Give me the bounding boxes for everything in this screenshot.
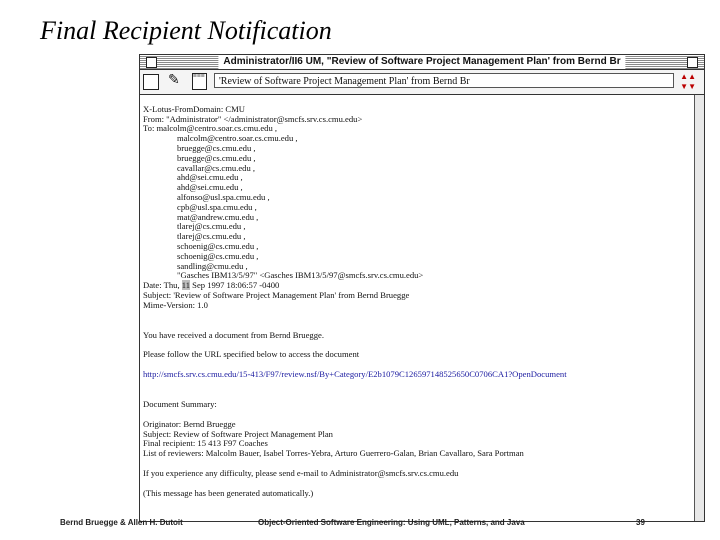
header-mime: Mime-Version: 1.0	[143, 299, 208, 310]
recipient: tlarej@cs.cmu.edu ,	[177, 231, 246, 242]
date-prefix: Date: Thu,	[143, 280, 182, 291]
header-x-lotus: X-Lotus-FromDomain: CMU	[143, 103, 245, 114]
recipient: cavallar@cs.cmu.edu ,	[177, 162, 256, 173]
recipient: cpb@usl.spa.cmu.edu ,	[177, 201, 257, 212]
recipient: tlarej@cs.cmu.edu ,	[177, 221, 246, 232]
msg-received: You have received a document from Bernd Bruegge.	[143, 329, 324, 340]
recipient: schoenig@cs.cmu.edu ,	[177, 250, 259, 261]
msg-difficulty: If you experience any difficulty, please send e-mail to Administrator@smcfs.srv.cs.cmu.edu	[143, 467, 459, 478]
header-from: From: "Administrator" </administrator@smcfs.srv.cs.cmu.edu>	[143, 113, 363, 124]
date-day-highlight: 11	[181, 280, 191, 291]
mail-window	[139, 54, 705, 522]
footer-authors: Bernd Bruegge & Allen H. Dutoit	[60, 518, 183, 527]
summary-heading: Document Summary:	[143, 398, 217, 409]
footer-book: Object-Oriented Software Engineering: Using UML, Patterns, and Java	[258, 518, 525, 527]
summary-subject: Subject: Review of Software Project Management Plan	[143, 428, 333, 439]
recipient: sandling@cmu.edu ,	[177, 260, 248, 271]
footer-page: 39	[636, 518, 645, 527]
zoom-box[interactable]	[687, 57, 698, 68]
close-box[interactable]	[146, 57, 157, 68]
header-subject: Subject: 'Review of Software Project Management Plan' from Bernd Bruegge	[143, 289, 410, 300]
recipient: bruegge@cs.cmu.edu ,	[177, 142, 256, 153]
summary-reviewers: List of reviewers: Malcolm Bauer, Isabel Torres-Yebra, Arturo Guerrero-Galan, Brian Cavallaro, Sara Portman	[143, 448, 524, 459]
flag-icon-down[interactable]: ▼▼	[680, 82, 696, 91]
msg-follow: Please follow the URL specified below to access the document	[143, 349, 360, 360]
date-suffix: Sep 1997 18:06:57 -0400	[190, 280, 280, 291]
document-icon[interactable]: ≡≡≡	[192, 73, 207, 90]
flag-icon-up[interactable]: ▲▲	[680, 72, 696, 81]
recipient: schoenig@cs.cmu.edu ,	[177, 240, 259, 251]
recipient: mat@andrew.cmu.edu ,	[177, 211, 259, 222]
message-body	[143, 95, 694, 517]
subject-field[interactable]: 'Review of Software Project Management Plan' from Bernd Br	[214, 73, 674, 88]
slide-title: Final Recipient Notification	[40, 16, 332, 45]
window-titlebar[interactable]	[140, 55, 704, 70]
select-checkbox[interactable]	[143, 74, 159, 90]
document-link[interactable]: http://smcfs.srv.cs.cmu.edu/15-413/F97/review.nsf/By+Category/E2b1079C126597148525650C0706CA1?OpenDocument	[143, 369, 567, 380]
header-to: To: malcolm@centro.soar.cs.cmu.edu ,	[143, 123, 278, 134]
recipient: malcolm@centro.soar.cs.cmu.edu ,	[177, 133, 298, 144]
toolbar	[140, 70, 704, 95]
vertical-scrollbar[interactable]	[694, 95, 704, 521]
window-title: Administrator/II6 UM, "Review of Software Project Management Plan' from Bernd Br	[218, 55, 625, 69]
recipient: "Gasches IBM13/5/97" <Gasches IBM13/5/97@smcfs.srv.cs.cmu.edu>	[177, 270, 424, 281]
recipient: ahd@sei.cmu.edu ,	[177, 172, 243, 183]
summary-final-recipient: Final recipient: 15 413 F97 Coaches	[143, 438, 268, 449]
recipient: ahd@sei.cmu.edu ,	[177, 182, 243, 193]
recipient: bruegge@cs.cmu.edu ,	[177, 152, 256, 163]
recipient: alfonso@usl.spa.cmu.edu ,	[177, 191, 270, 202]
msg-auto: (This message has been generated automatically.)	[143, 487, 314, 498]
summary-originator: Originator: Bernd Bruegge	[143, 418, 236, 429]
pen-icon[interactable]: ✎	[168, 73, 180, 88]
